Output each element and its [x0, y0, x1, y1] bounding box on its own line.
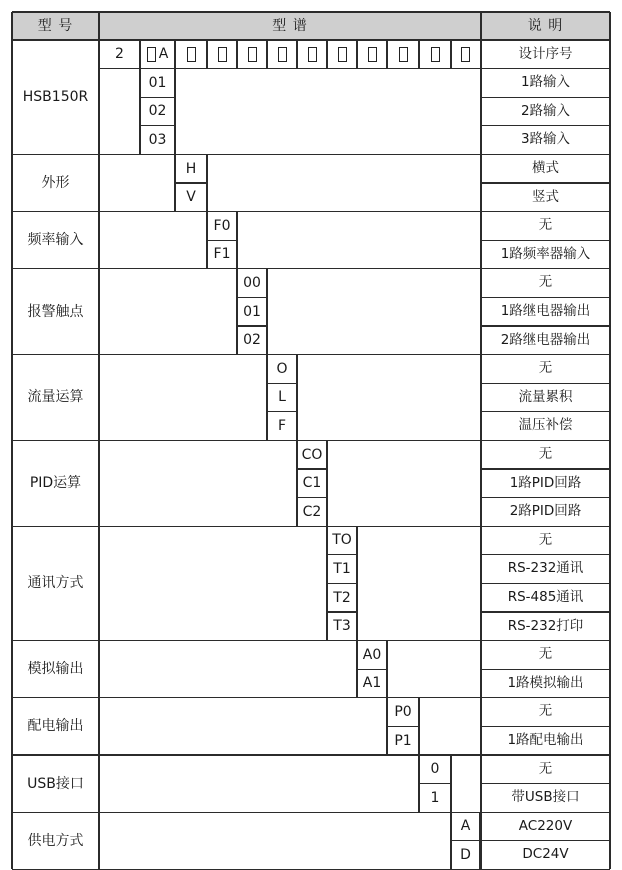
- grid-line: [481, 554, 610, 555]
- grid-line: [206, 40, 207, 69]
- description-cell: 带USB接口: [511, 789, 580, 806]
- grid-line: [481, 497, 610, 498]
- group-name: 配电输出: [27, 718, 84, 735]
- grid-line: [386, 40, 387, 69]
- grid-line: [481, 526, 610, 527]
- grid-line: [266, 269, 267, 355]
- grid-line: [296, 440, 297, 526]
- option-code: 0: [430, 761, 440, 778]
- grid-line: [237, 325, 267, 326]
- description-cell: 2路输入: [520, 102, 571, 119]
- option-code: C1: [302, 475, 322, 492]
- grid-line: [481, 354, 610, 355]
- option-code: T1: [333, 561, 351, 578]
- description-cell: 1路输入: [520, 74, 571, 91]
- placeholder-box-icon: [308, 47, 317, 62]
- placeholder-box: [357, 40, 387, 69]
- grid-line: [140, 125, 175, 126]
- grid-line: [450, 40, 451, 69]
- option-code: L: [278, 389, 286, 406]
- grid-line: [326, 40, 327, 69]
- grid-line: [481, 68, 610, 69]
- grid-line: [419, 783, 451, 784]
- description-cell: RS-232通讯: [507, 560, 584, 577]
- option-code: P0: [394, 704, 412, 721]
- grid-line: [481, 812, 610, 813]
- option-code: A0: [362, 646, 382, 663]
- option-code: P1: [394, 732, 412, 749]
- option-code: 00: [243, 275, 261, 292]
- description-cell: 无: [538, 646, 553, 663]
- grid-line: [236, 40, 237, 69]
- grid-line: [481, 440, 610, 441]
- grid-line: [481, 640, 610, 641]
- description-cell: 无: [538, 445, 553, 462]
- grid-line: [481, 211, 610, 212]
- option-code: A1: [362, 675, 382, 692]
- grid-line: [175, 182, 207, 183]
- description-cell: RS-232打印: [507, 617, 584, 634]
- grid-line: [267, 383, 297, 384]
- grid-line: [140, 97, 175, 98]
- grid-line: [12, 812, 481, 813]
- grid-line: [12, 440, 481, 441]
- grid-line: [327, 583, 357, 584]
- grid-line: [12, 640, 481, 641]
- option-code: F1: [213, 246, 231, 263]
- description-cell: 1路配电输出: [507, 731, 584, 748]
- grid-line: [297, 497, 327, 498]
- design-letter-cell: [140, 40, 175, 69]
- option-code: 01: [148, 74, 167, 91]
- option-code: CO: [301, 446, 323, 463]
- option-code: D: [460, 847, 471, 864]
- grid-line: [237, 297, 267, 298]
- group-name: 供电方式: [27, 832, 84, 849]
- option-code: C2: [302, 503, 322, 520]
- header-spectrum: 型 谱: [99, 12, 481, 40]
- grid-line: [327, 554, 357, 555]
- grid-line: [481, 268, 610, 269]
- option-code: F: [277, 418, 287, 435]
- description-cell: AC220V: [518, 817, 573, 834]
- group-name: HSB150R: [22, 89, 89, 106]
- group-name: 频率输入: [27, 232, 84, 249]
- option-code: 1: [430, 789, 440, 806]
- grid-line: [481, 325, 610, 326]
- placeholder-box-icon: [399, 47, 408, 62]
- grid-line: [207, 240, 237, 241]
- grid-line: [139, 40, 140, 69]
- option-code: TO: [332, 532, 352, 549]
- placeholder-box-icon: [187, 47, 196, 62]
- option-code: A: [460, 818, 471, 835]
- placeholder-box-icon: [338, 47, 347, 62]
- grid-line: [296, 40, 297, 69]
- header-description: 说 明: [481, 12, 610, 40]
- group-name: 模拟输出: [27, 661, 84, 678]
- description-cell: 竖式: [532, 188, 559, 205]
- description-cell: 无: [538, 360, 553, 377]
- grid-line: [481, 611, 610, 612]
- description-cell: 无: [538, 703, 553, 720]
- grid-line: [481, 726, 610, 727]
- grid-line: [266, 40, 267, 69]
- group-name: PID运算: [29, 475, 82, 492]
- placeholder-box: [175, 40, 207, 69]
- grid-line: [481, 840, 610, 841]
- description-cell: 无: [538, 760, 553, 777]
- grid-line: [174, 69, 175, 155]
- grid-line: [327, 611, 357, 612]
- placeholder-box-icon: [431, 47, 440, 62]
- description-cell: 1路继电器输出: [500, 302, 591, 319]
- grid-line: [236, 269, 237, 355]
- description-cell: 2路PID回路: [509, 503, 582, 520]
- grid-line: [387, 726, 419, 727]
- placeholder-box-icon: [368, 47, 377, 62]
- placeholder-box-icon: [278, 47, 287, 62]
- option-code: 03: [148, 132, 167, 149]
- grid-line: [266, 355, 267, 441]
- placeholder-box: [419, 40, 451, 69]
- grid-line: [481, 669, 610, 670]
- description-cell: 无: [538, 274, 553, 291]
- description-cell: DC24V: [522, 846, 569, 863]
- description-cell: 流量累积: [518, 388, 573, 405]
- grid-line: [356, 40, 357, 69]
- grid-line: [12, 354, 481, 355]
- description-cell: 设计序号: [518, 45, 573, 62]
- design-digit: 2: [115, 46, 124, 63]
- group-name: 外形: [41, 174, 70, 191]
- grid-line: [481, 97, 610, 98]
- description-cell: 1路频率器输入: [500, 245, 591, 262]
- grid-line: [481, 783, 610, 784]
- group-name: 报警触点: [27, 303, 84, 320]
- description-cell: 无: [538, 217, 553, 234]
- option-code: 01: [243, 303, 261, 320]
- grid-line: [12, 697, 481, 698]
- grid-line: [357, 669, 387, 670]
- grid-line: [99, 68, 481, 69]
- design-letter: A: [158, 46, 169, 63]
- grid-line: [174, 40, 175, 69]
- grid-line: [326, 440, 327, 526]
- description-cell: 横式: [532, 159, 559, 176]
- grid-line: [481, 125, 610, 126]
- option-code: 02: [148, 103, 167, 120]
- grid-line: [481, 383, 610, 384]
- placeholder-box: [451, 40, 480, 69]
- placeholder-box: [387, 40, 419, 69]
- group-name: USB接口: [27, 775, 84, 792]
- option-code: T2: [333, 589, 351, 606]
- option-code: O: [276, 360, 288, 377]
- placeholder-box: [267, 40, 297, 69]
- option-code: F0: [213, 217, 231, 234]
- description-cell: 3路输入: [520, 131, 571, 148]
- grid-line: [12, 268, 481, 269]
- option-code: V: [186, 189, 196, 206]
- description-cell: 无: [538, 531, 553, 548]
- grid-line: [297, 468, 327, 469]
- grid-line: [139, 69, 140, 155]
- header-model: 型 号: [12, 12, 99, 40]
- grid-line: [267, 411, 297, 412]
- option-code: 02: [243, 332, 261, 349]
- grid-line: [418, 40, 419, 69]
- option-code: T3: [333, 618, 351, 635]
- grid-line: [481, 697, 610, 698]
- placeholder-box-icon: [248, 47, 257, 62]
- grid-line: [12, 11, 610, 12]
- grid-line: [12, 154, 481, 155]
- grid-line: [12, 526, 481, 527]
- placeholder-box-icon: [147, 47, 156, 62]
- description-cell: RS-485通讯: [507, 588, 584, 605]
- grid-line: [12, 754, 481, 755]
- description-cell: 2路继电器输出: [500, 331, 591, 348]
- description-cell: 1路PID回路: [509, 474, 582, 491]
- grid-line: [481, 182, 610, 183]
- grid-line: [481, 468, 610, 469]
- group-name: 流量运算: [27, 389, 84, 406]
- description-cell: 1路模拟输出: [507, 674, 584, 691]
- grid-line: [481, 154, 610, 155]
- grid-line: [481, 297, 610, 298]
- grid-line: [481, 240, 610, 241]
- grid-line: [12, 211, 481, 212]
- grid-line: [481, 583, 610, 584]
- placeholder-box-icon: [218, 47, 227, 62]
- placeholder-box: [237, 40, 267, 69]
- grid-line: [481, 411, 610, 412]
- grid-line: [296, 355, 297, 441]
- placeholder-box: [207, 40, 237, 69]
- placeholder-box: [297, 40, 327, 69]
- placeholder-box: [327, 40, 357, 69]
- description-cell: 温压补偿: [518, 417, 573, 434]
- placeholder-box-icon: [461, 47, 470, 62]
- grid-line: [12, 39, 610, 40]
- option-code: H: [185, 160, 197, 177]
- grid-line: [451, 840, 480, 841]
- group-name: 通讯方式: [27, 575, 84, 592]
- grid-line: [481, 754, 610, 755]
